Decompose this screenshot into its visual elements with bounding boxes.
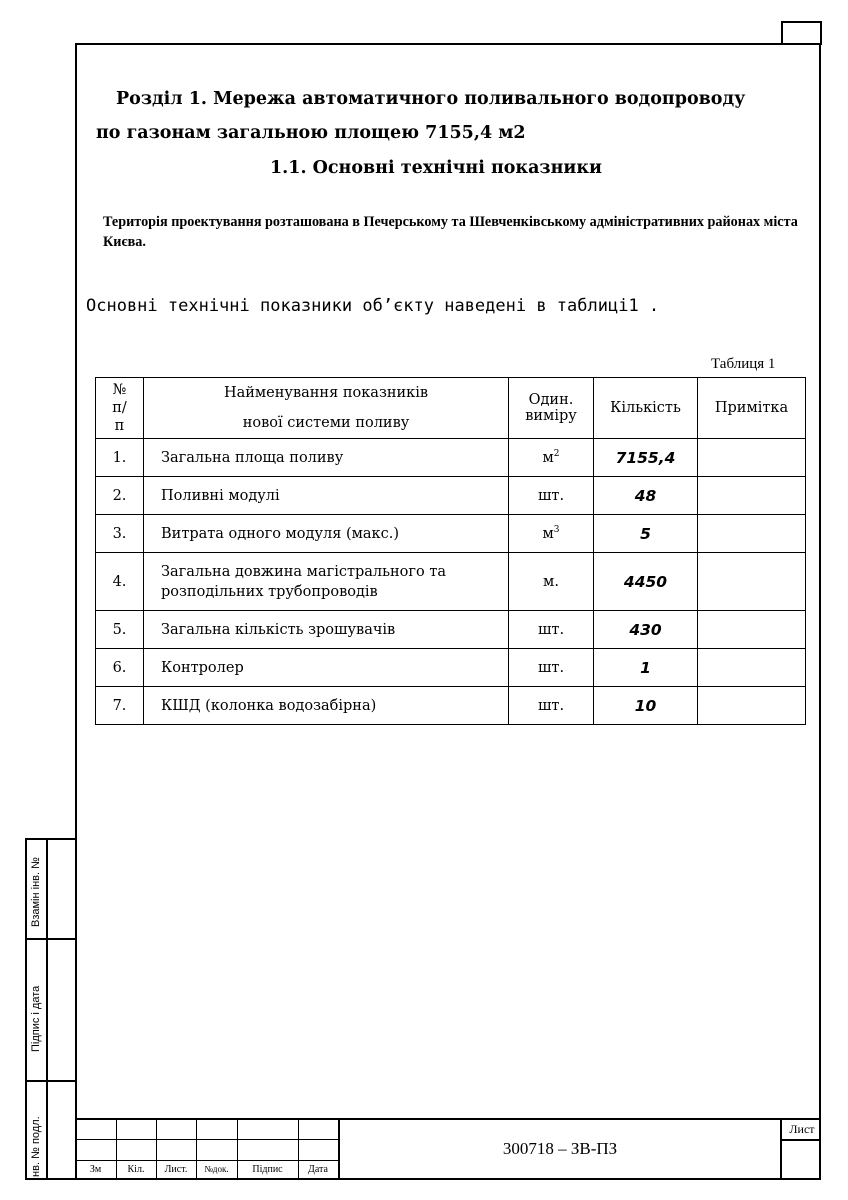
document-number: 300718 – ЗВ-ПЗ (502, 1139, 618, 1158)
table-body (96, 439, 806, 725)
row-qty: 5 (594, 515, 698, 553)
row-name: Поливні модулі (144, 477, 509, 515)
row-unit-text: м (542, 525, 554, 542)
header-unit-line1: Один. (528, 392, 574, 408)
title-block-rule (75, 1139, 339, 1140)
header-qty: Кількість (594, 378, 698, 439)
row-unit-exponent: 3 (553, 525, 560, 536)
row-name: Контролер (144, 649, 509, 687)
row-qty: 430 (594, 611, 698, 649)
row-unit (509, 439, 594, 477)
table-row (96, 649, 806, 687)
table-row (96, 439, 806, 477)
row-qty: 48 (594, 477, 698, 515)
row-unit (509, 687, 594, 725)
tb-col-change: Зм (89, 1164, 102, 1175)
header-unit (509, 378, 594, 439)
row-name: Загальна довжина магістрального та розподільних трубопроводів (144, 553, 509, 611)
title-block-rule (780, 1139, 821, 1141)
header-num-line1: № (112, 382, 127, 398)
row-unit-exponent: 2 (553, 449, 560, 460)
header-num-line2: п/ (112, 400, 127, 416)
row-note (698, 553, 806, 611)
tb-col-sheet: Лист. (164, 1164, 188, 1175)
row-unit (509, 515, 594, 553)
replaced-inv-label: Взамін інв. № (30, 857, 42, 927)
row-num: 5. (96, 611, 144, 649)
table-row (96, 477, 806, 515)
row-num: 3. (96, 515, 144, 553)
row-num: 7. (96, 687, 144, 725)
tb-col-qty: Кіл. (127, 1164, 145, 1175)
row-num: 1. (96, 439, 144, 477)
header-num (96, 378, 144, 439)
row-unit-text: шт. (537, 487, 565, 504)
row-unit (509, 611, 594, 649)
row-note (698, 687, 806, 725)
row-name: Витрата одного модуля (макс.) (144, 515, 509, 553)
row-qty: 10 (594, 687, 698, 725)
header-name-line1: Найменування показників (223, 385, 429, 401)
header-name-line2: нової системи поливу (242, 415, 410, 431)
title-block-col-rule (780, 1118, 782, 1180)
row-unit-text: м (542, 449, 554, 466)
table-row (96, 553, 806, 611)
subsection-title: 1.1. Основні технічні показники (270, 158, 602, 178)
title-block-rule (75, 1160, 339, 1161)
row-note (698, 611, 806, 649)
row-num: 4. (96, 553, 144, 611)
side-stamp-rule (25, 1080, 75, 1082)
header-name (144, 378, 509, 439)
header-num-line3: п (114, 418, 125, 434)
title-block-top-rule (75, 1118, 821, 1120)
indicators-table (95, 377, 806, 725)
tb-col-doc: №док. (204, 1164, 229, 1174)
sheet-number-box (781, 21, 822, 45)
row-qty: 7155,4 (594, 439, 698, 477)
row-name: Загальна площа поливу (144, 439, 509, 477)
row-name: КШД (колонка водозабірна) (144, 687, 509, 725)
section-title (96, 82, 796, 150)
row-unit (509, 553, 594, 611)
row-note (698, 439, 806, 477)
row-note (698, 649, 806, 687)
table-header-row (96, 378, 806, 439)
table-reference-sentence: Основні технічні показники об’єкту наведені в таблиці1 . (86, 296, 660, 316)
inv-no-label: Інв. № подл. (30, 1116, 42, 1180)
signature-date-label: Підпис і дата (30, 985, 42, 1052)
row-qty: 4450 (594, 553, 698, 611)
table-row (96, 515, 806, 553)
row-num: 6. (96, 649, 144, 687)
section-title-line2: по газонам загальною площею 7155,4 м2 (96, 123, 526, 143)
tb-col-signature: Підпис (252, 1164, 283, 1175)
row-unit-text: м. (543, 573, 559, 590)
table-caption: Таблиця 1 (711, 356, 776, 372)
tb-col-date: Дата (308, 1164, 328, 1175)
row-num: 2. (96, 477, 144, 515)
row-unit-text: шт. (537, 697, 565, 714)
row-note (698, 515, 806, 553)
header-note: Примітка (698, 378, 806, 439)
side-stamp-divider (46, 838, 48, 1180)
row-unit (509, 477, 594, 515)
header-unit-line2: виміру (525, 408, 577, 424)
table-row (96, 611, 806, 649)
row-unit-text: шт. (537, 659, 565, 676)
title-block-col-rule (338, 1118, 340, 1180)
row-note (698, 477, 806, 515)
row-unit (509, 649, 594, 687)
row-qty: 1 (594, 649, 698, 687)
sheet-label: Лист (789, 1122, 815, 1136)
table-row (96, 687, 806, 725)
side-stamp-rule (25, 938, 75, 940)
intro-paragraph: Територія проектування розташована в Печерському та Шевченківському адміністративних районах міста Києва. (103, 214, 798, 250)
row-unit-text: шт. (537, 621, 565, 638)
section-title-line1: Розділ 1. Мережа автоматичного поливального водопроводу (116, 89, 746, 109)
row-name: Загальна кількість зрошувачів (144, 611, 509, 649)
